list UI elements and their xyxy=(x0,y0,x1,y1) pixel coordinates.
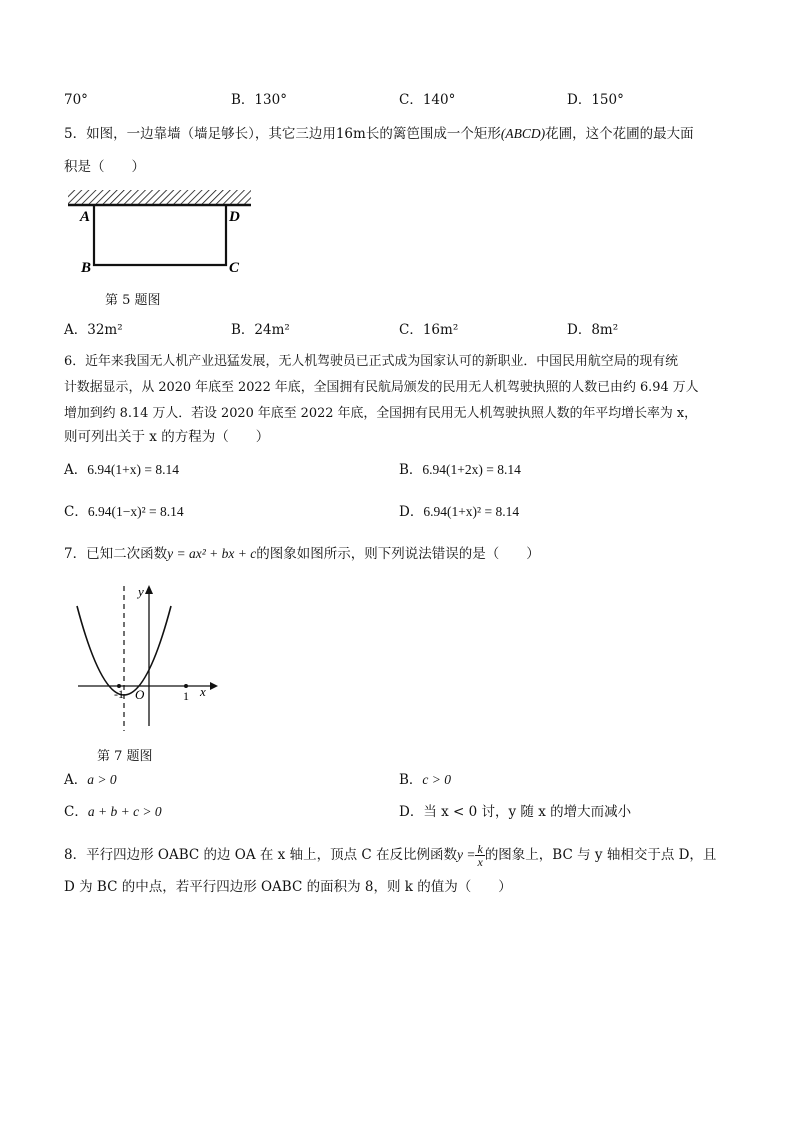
y-axis-arrow xyxy=(145,585,153,594)
fence xyxy=(94,205,226,265)
q5-option-d: D．8m² xyxy=(567,322,619,338)
q5-figure-caption: 第 5 题图 xyxy=(105,293,161,308)
q7-stem: 7．已知二次函数y = ax² + bx + c的图象如图所示，则下列说法错误的是（ ） xyxy=(64,546,540,562)
q5-rect-name: (ABCD) xyxy=(500,126,546,141)
q5-option-c: C．16m² xyxy=(399,322,459,338)
tick-pos-one xyxy=(184,684,188,688)
q6-option-d: D．6.94(1+x)² = 8.14 xyxy=(399,504,520,520)
q5-option-b: B．24m² xyxy=(231,322,290,338)
label-c: C xyxy=(229,260,240,276)
label-a: A xyxy=(80,209,91,225)
q6-option-b: B．6.94(1+2x) = 8.14 xyxy=(399,462,521,478)
q6-stem-line3: 增加到约 8.14 万人．若设 2020 年底至 2022 年底，全国拥有民用无人机驾驶执照人数的年平均增长率为 x， xyxy=(64,406,697,421)
q5-stem-line2: 积是（ ） xyxy=(64,159,145,175)
q6-stem-line4: 则可列出关于 x 的方程为（ ） xyxy=(64,429,270,445)
k-over-x-fraction: $\frac{k}{x}$ xyxy=(477,842,483,869)
origin-label: O xyxy=(135,687,145,702)
q7-figure-caption: 第 7 题图 xyxy=(97,749,153,764)
y-axis-label: y xyxy=(138,584,144,599)
q6-stem-line1: 6．近年来我国无人机产业迅猛发展，无人机驾驶员已正式成为国家认可的新职业．中国民用航空局的现有统 xyxy=(64,354,679,369)
x-axis-label: x xyxy=(200,684,206,699)
q7-function: y = ax² + bx + c xyxy=(167,546,257,561)
tick-neg-one-label: -1 xyxy=(114,687,124,701)
q5-option-a: A．32m² xyxy=(64,322,123,338)
q4-option-d: D．150° xyxy=(567,92,624,108)
q6-stem-line2: 计数据显示，从 2020 年底至 2022 年底，全国拥有民航局颁发的民用无人机驾驶执照的人数已由约 6.94 万人 xyxy=(64,380,699,395)
wall-hatch xyxy=(68,190,251,205)
label-d: D xyxy=(229,209,240,225)
q5-figure xyxy=(64,186,264,281)
q6-option-c: C．6.94(1−x)² = 8.14 xyxy=(64,504,184,520)
q4-option-b: B．130° xyxy=(231,92,287,108)
q8-stem-line1: 8．平行四边形 OABC 的边 OA 在 x 轴上，顶点 C 在反比例函数y = $\frac{k}{x}$ 的图象上，BC 与 y 轴相交于点 D，且 xyxy=(64,842,717,869)
q7-figure xyxy=(64,576,224,736)
tick-pos-one-label: 1 xyxy=(183,689,189,703)
q7-option-b: B．c > 0 xyxy=(399,772,452,788)
label-b: B xyxy=(81,260,92,276)
q7-option-c: C．a + b + c > 0 xyxy=(64,804,162,820)
q5-stem-line1: 5．如图，一边靠墙（墙足够长），其它三边用16m长的篱笆围成一个矩形(ABCD)花圃，这个花圃的最大面 xyxy=(64,126,694,142)
q7-option-d: D．当 x < 0 讨，y 随 x 的增大而减小 xyxy=(399,804,632,820)
x-axis-arrow xyxy=(210,682,218,690)
q7-option-a: A．a > 0 xyxy=(64,772,117,788)
q6-option-a: A．6.94(1+x) = 8.14 xyxy=(64,462,179,478)
q4-option-c: C．140° xyxy=(399,92,456,108)
q8-stem-line2: D 为 BC 的中点，若平行四边形 OABC 的面积为 8，则 k 的值为（ ） xyxy=(64,879,512,895)
q4-option-a: 70° xyxy=(64,92,88,108)
